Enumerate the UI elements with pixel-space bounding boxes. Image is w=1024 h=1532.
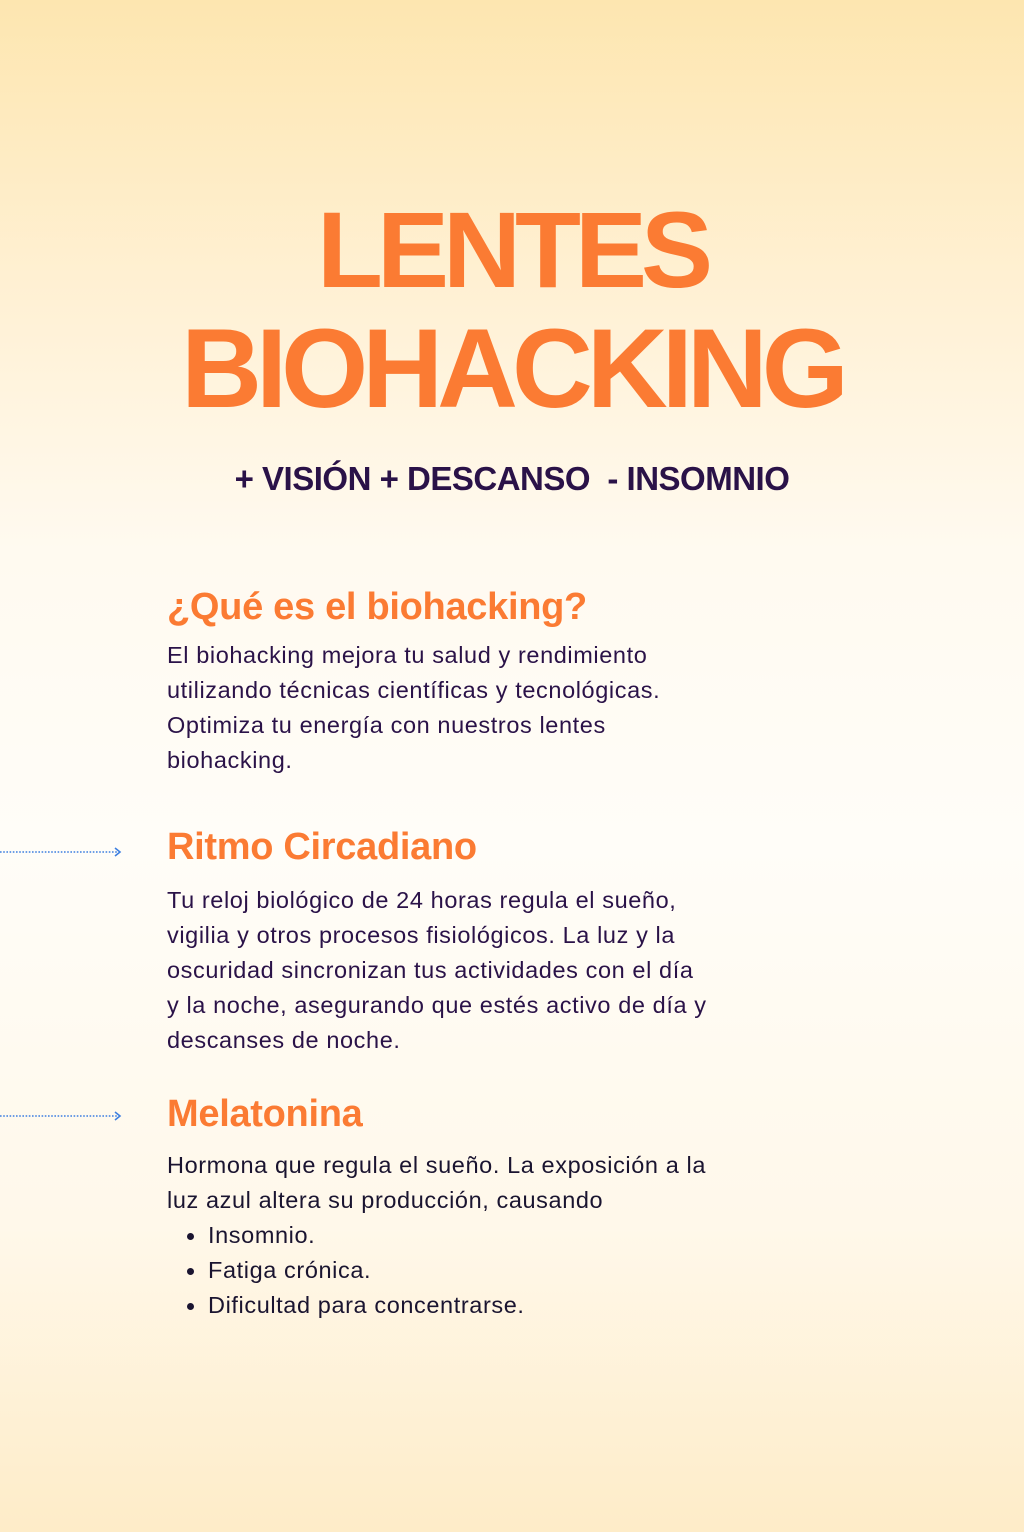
- section-heading: Melatonina: [167, 1093, 363, 1135]
- symptom-list: [167, 1218, 807, 1323]
- section-melatonina: [167, 1091, 807, 1323]
- bullet-icon: [187, 1268, 194, 1275]
- title-line-2: BIOHACKING: [181, 306, 843, 431]
- bullet-icon: [187, 1303, 194, 1310]
- body-line: luz azul altera su producción, causando: [167, 1187, 604, 1213]
- bullet-icon: [187, 1233, 194, 1240]
- section-biohacking: [167, 584, 807, 778]
- section-body: [167, 1148, 807, 1218]
- list-item: [187, 1253, 807, 1288]
- section-body: [167, 638, 807, 778]
- dotted-right-arrow-icon: [0, 846, 124, 858]
- list-item-text: Fatiga crónica.: [208, 1257, 372, 1283]
- body-line: utilizando técnicas científicas y tecnológicas.: [167, 677, 661, 703]
- subtitle: + VISIÓN + DESCANSO - INSOMNIO: [234, 460, 790, 497]
- section-heading: Ritmo Circadiano: [167, 826, 477, 868]
- list-item: [187, 1288, 807, 1323]
- body-line: descanses de noche.: [167, 1027, 401, 1053]
- body-line: oscuridad sincronizan tus actividades con el día: [167, 957, 694, 983]
- section-ritmo-circadiano: [167, 824, 807, 1058]
- list-item: [187, 1218, 807, 1253]
- body-line: y la noche, asegurando que estés activo de día y: [167, 992, 707, 1018]
- body-line: biohacking.: [167, 747, 293, 773]
- dotted-right-arrow-icon: [0, 1110, 124, 1122]
- body-line: Tu reloj biológico de 24 horas regula el sueño,: [167, 887, 677, 913]
- section-heading: ¿Qué es el biohacking?: [167, 586, 587, 628]
- title-line-1: LENTES: [316, 189, 708, 310]
- body-line: vigilia y otros procesos fisiológicos. La luz y la: [167, 922, 676, 948]
- body-line: Optimiza tu energía con nuestros lentes: [167, 712, 606, 738]
- list-item-text: Dificultad para concentrarse.: [208, 1292, 525, 1318]
- section-body: [167, 883, 807, 1058]
- body-line: Hormona que regula el sueño. La exposición a la: [167, 1152, 707, 1178]
- body-line: El biohacking mejora tu salud y rendimiento: [167, 642, 648, 668]
- list-item-text: Insomnio.: [208, 1222, 316, 1248]
